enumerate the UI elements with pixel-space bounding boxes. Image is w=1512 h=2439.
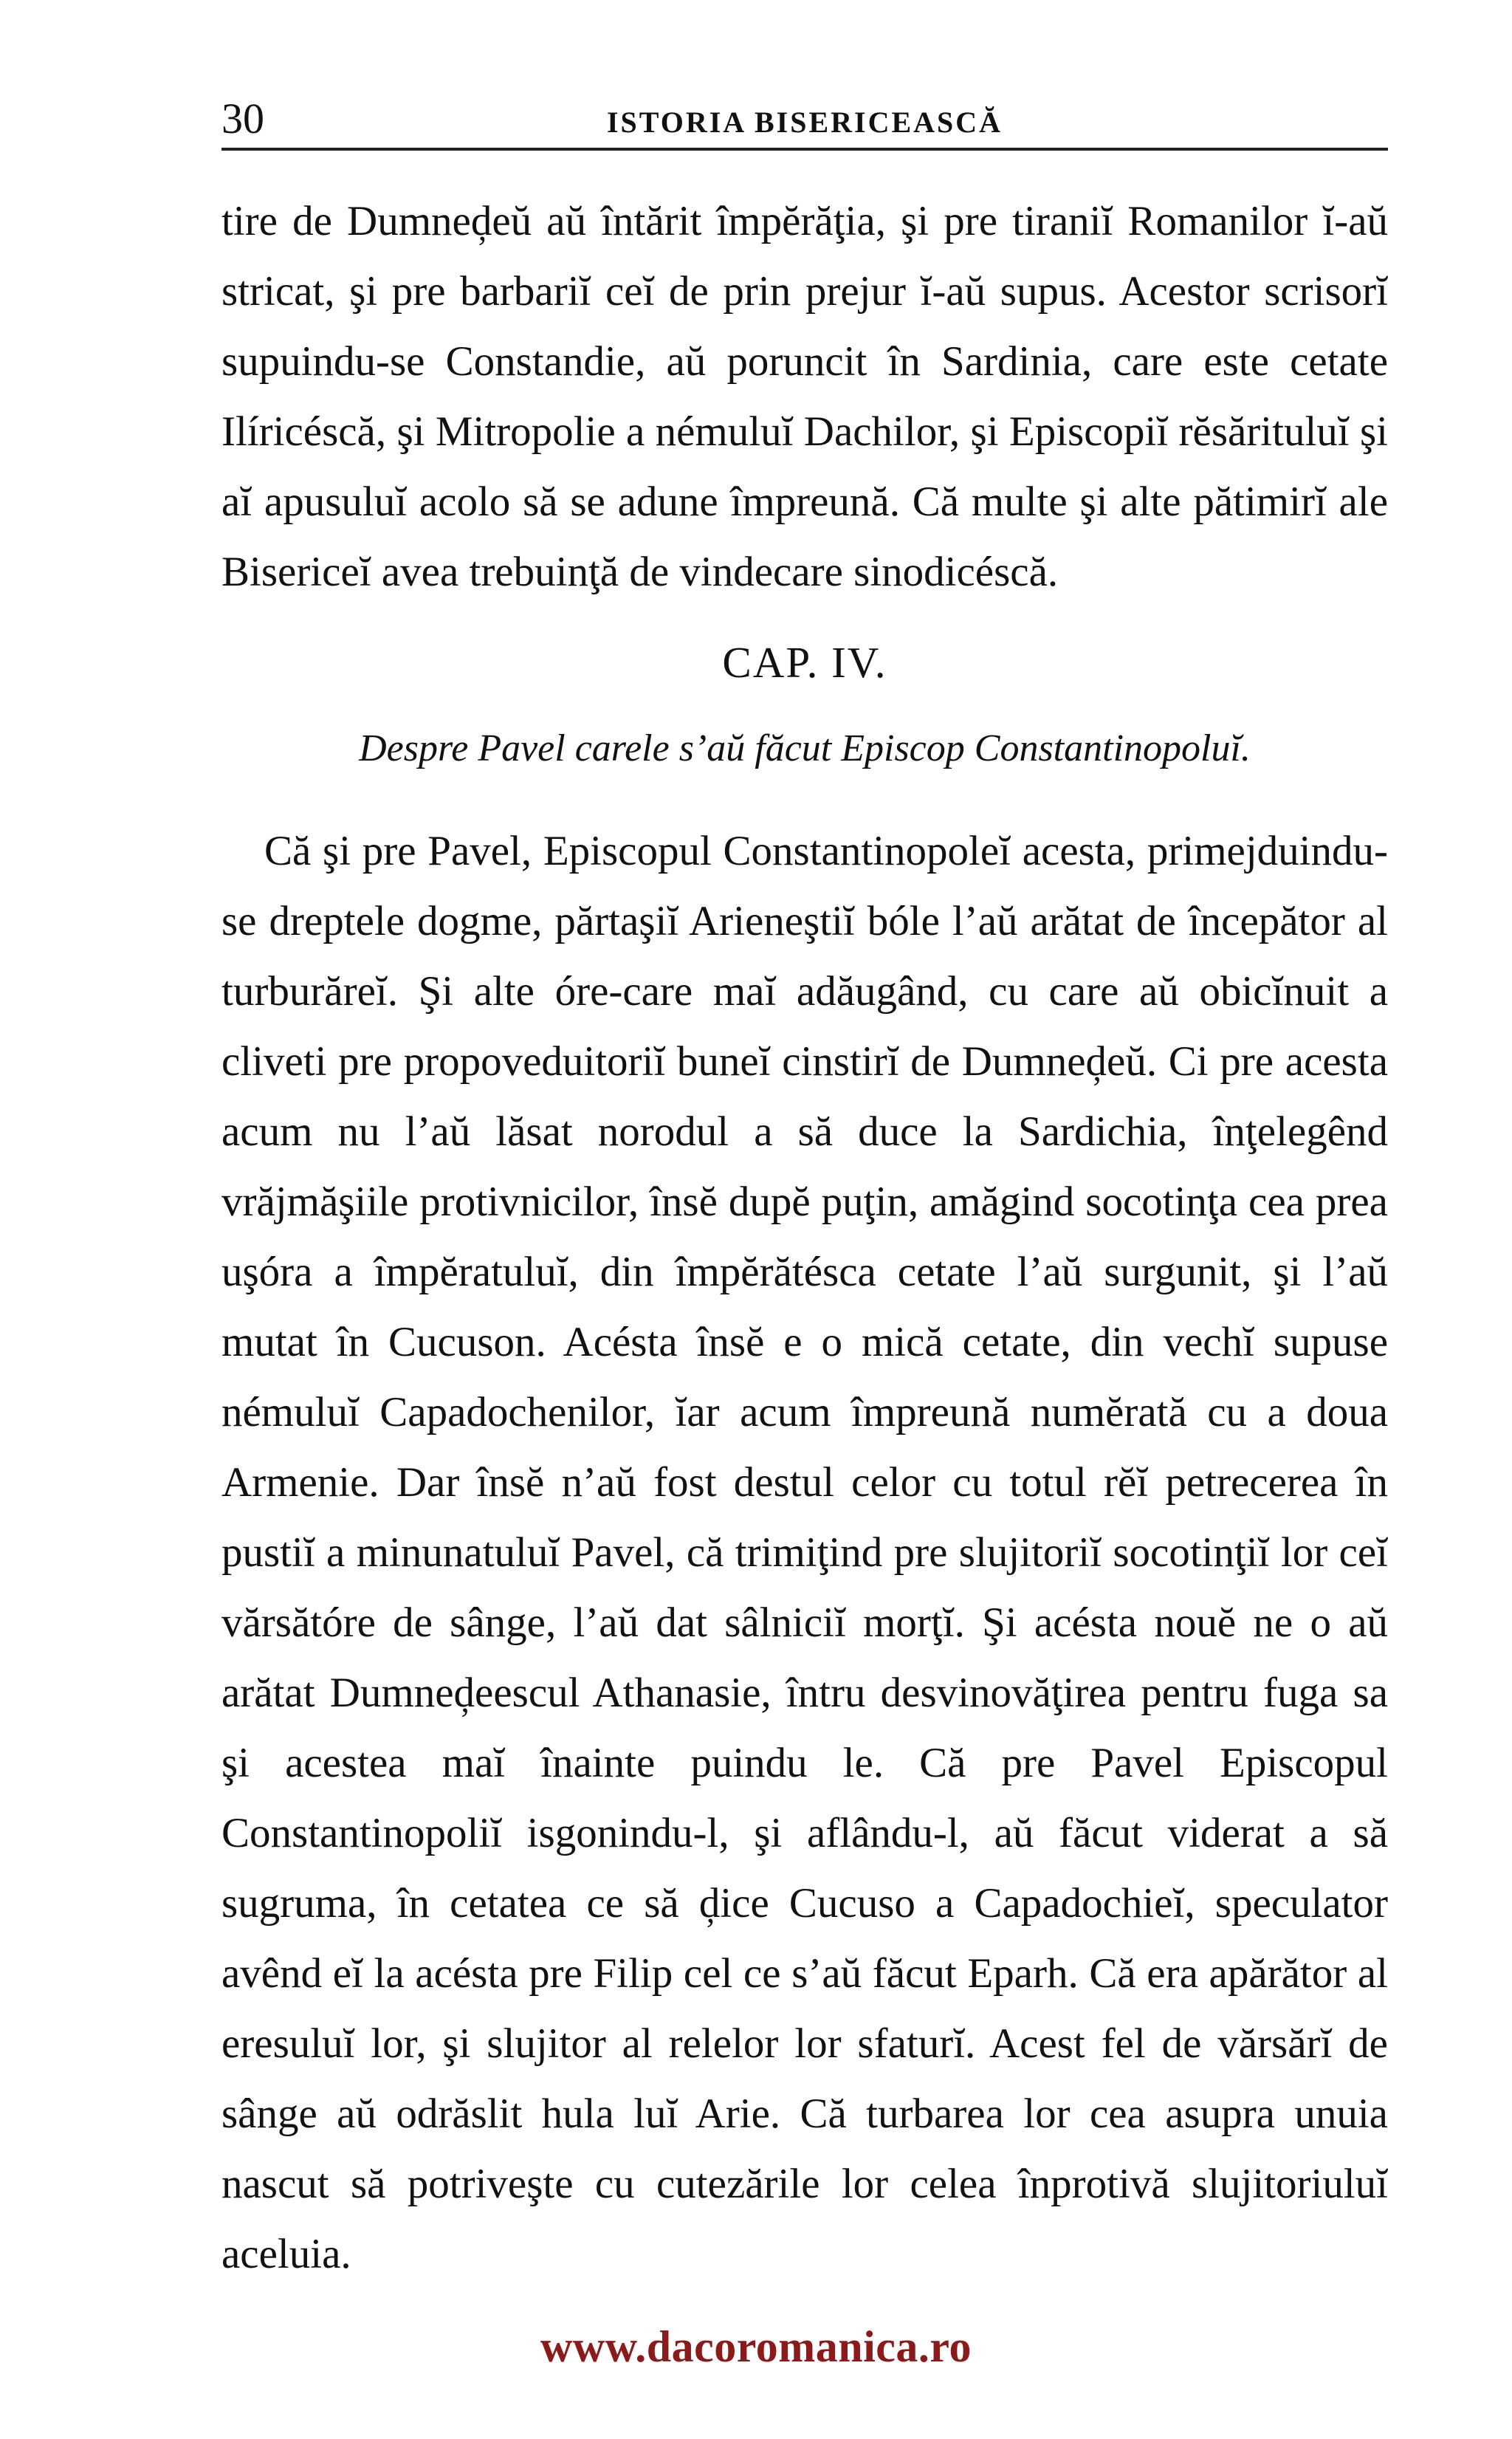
continuation-paragraph: tire de Dumneḑeŭ aŭ întărit împĕrăţia, şi pre tiraniĭ Romanilor ĭ-aŭ stricat, şi pre barbariĭ ceĭ de prin prejur ĭ-aŭ supus. Acestor scrisorĭ supuindu-se Constandie, aŭ poruncit în Sardinia, care este cetate Ilíricéscă, şi Mitropolie a némuluĭ Dachilor, şi Episcopiĭ rĕsărituluĭ şi aĭ apusuluĭ acolo să se adune împreună. Că multe şi alte pătimirĭ ale Bisericeĭ avea trebuinţă de vindecare sinodicéscă. (221, 198, 1388, 595)
chapter-paragraph: Că şi pre Pavel, Episcopul Constantinopoleĭ acesta, primejduindu-se dreptele dogme, părtaşiĭ Arieneştiĭ bóle l’aŭ arătat de începător al turburăreĭ. Şi alte óre-care maĭ adăugând, cu care aŭ obicĭnuit a cliveti pre propoveduitoriĭ buneĭ cinstirĭ de Dumneḑeŭ. Ci pre acesta acum nu l’aŭ lăsat norodul a să duce la Sardichia, înţelegênd vrăjmăşiile protivnicilor, însĕ dupĕ puţin, amăgind socotinţa cea prea uşóra a împĕratuluĭ, din împĕrătésca cetate l’aŭ surgunit, şi l’aŭ mutat în Cucuson. Acésta însĕ e o mică cetate, din vechĭ supuse némuluĭ Capadochenilor, ĭar acum împreună numĕrată cu a doua Armenie. Dar însĕ n’aŭ fost destul celor cu totul rĕĭ petrecerea în pustiĭ a minunatuluĭ Pavel, că trimiţind pre slujitoriĭ socotinţiĭ lor ceĭ vărsătóre de sânge, l’aŭ dat sâlniciĭ morţĭ. Şi acésta nouĕ ne o aŭ arătat Dumneḑeescul Athanasie, întru desvinovăţirea pentru fuga sa şi acestea maĭ înainte puindu le. Că pre Pavel Episcopul Constantinopoliĭ isgonindu-l, şi aflându-l, aŭ făcut viderat a să sugruma, în cetatea ce să ḑice Cucuso a Capadochieĭ, speculator avênd eĭ la acésta pre Filip cel ce s’aŭ făcut Eparh. Că era apărător al eresuluĭ lor, şi slujitor al relelor lor sfaturĭ. Acest fel de vărsărĭ de sânge aŭ odrăslit hula luĭ Arie. Că turbarea lor cea asupra unuia nascut să potriveşte cu cutezările lor celea înprotivă slujitoriuluĭ aceluia. (221, 828, 1388, 2277)
page-number: 30 (221, 95, 264, 143)
running-header (221, 89, 1388, 151)
source-watermark: www.dacoromanica.ro (540, 2322, 972, 2371)
running-title: ISTORIA BISERICEASCĂ (606, 106, 1003, 139)
chapter-heading: CAP. IV. (722, 638, 887, 687)
chapter-subtitle: Despre Pavel carele s’aŭ făcut Episcop Constantinopoluĭ. (359, 727, 1251, 769)
